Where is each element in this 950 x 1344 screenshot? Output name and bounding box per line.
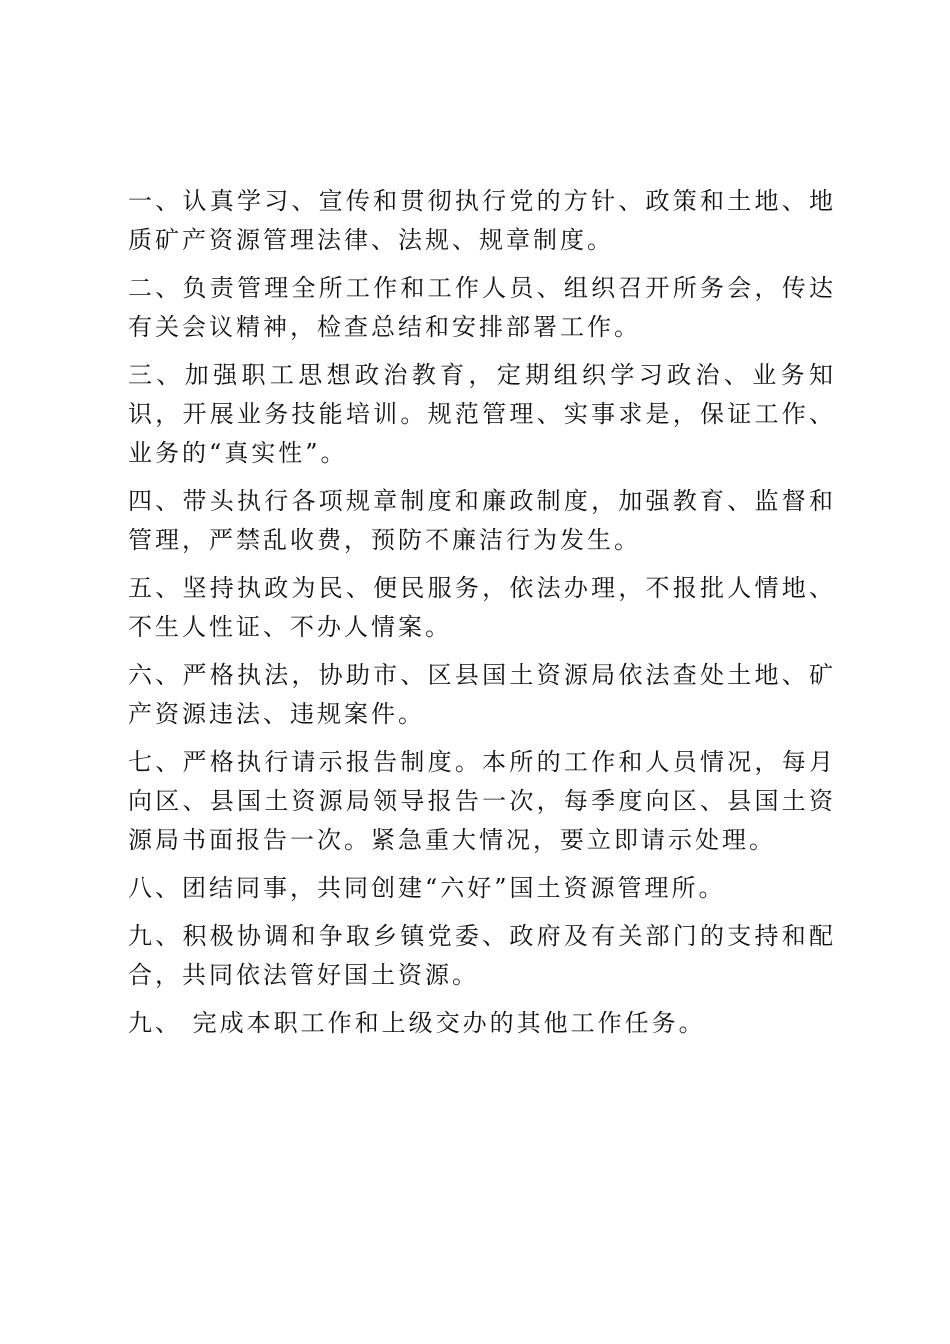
duty-item-10: 九、 完成本职工作和上级交办的其他工作任务。 (128, 1009, 706, 1037)
duty-item-3: 三、加强职工思想政治教育，定期组织学习政治、业务知识，开展业务技能培训。规范管理、实事求是，保证工作、业务的“真实性”。 (128, 361, 836, 467)
duty-item-4: 四、带头执行各项规章制度和廉政制度，加强教育、监督和管理，严禁乱收费，预防不廉洁行为发生。 (128, 487, 836, 554)
duty-item-9: 九、积极协调和争取乡镇党委、政府及有关部门的支持和配合，共同依法管好国土资源。 (128, 922, 836, 989)
document-body (128, 182, 836, 1052)
duty-item-7: 七、严格执行请示报告制度。本所的工作和人员情况，每月向区、县国土资源局领导报告一次，每季度向区、县国土资源局书面报告一次。紧急重大情况，要立即请示处理。 (128, 748, 836, 854)
duty-item-8: 八、团结同事，共同创建“六好”国土资源管理所。 (128, 874, 726, 902)
duty-item-6: 六、严格执法，协助市、区县国土资源局依法查处土地、矿产资源违法、违规案件。 (128, 661, 836, 728)
duty-item-2: 二、负责管理全所工作和工作人员、组织召开所务会，传达有关会议精神，检查总结和安排部署工作。 (128, 274, 836, 341)
duty-item-5: 五、坚持执政为民、便民服务，依法办理，不报批人情地、不生人性证、不办人情案。 (128, 574, 836, 641)
duty-item-1: 一、认真学习、宣传和贯彻执行党的方针、政策和土地、地质矿产资源管理法律、法规、规章制度。 (128, 187, 836, 254)
